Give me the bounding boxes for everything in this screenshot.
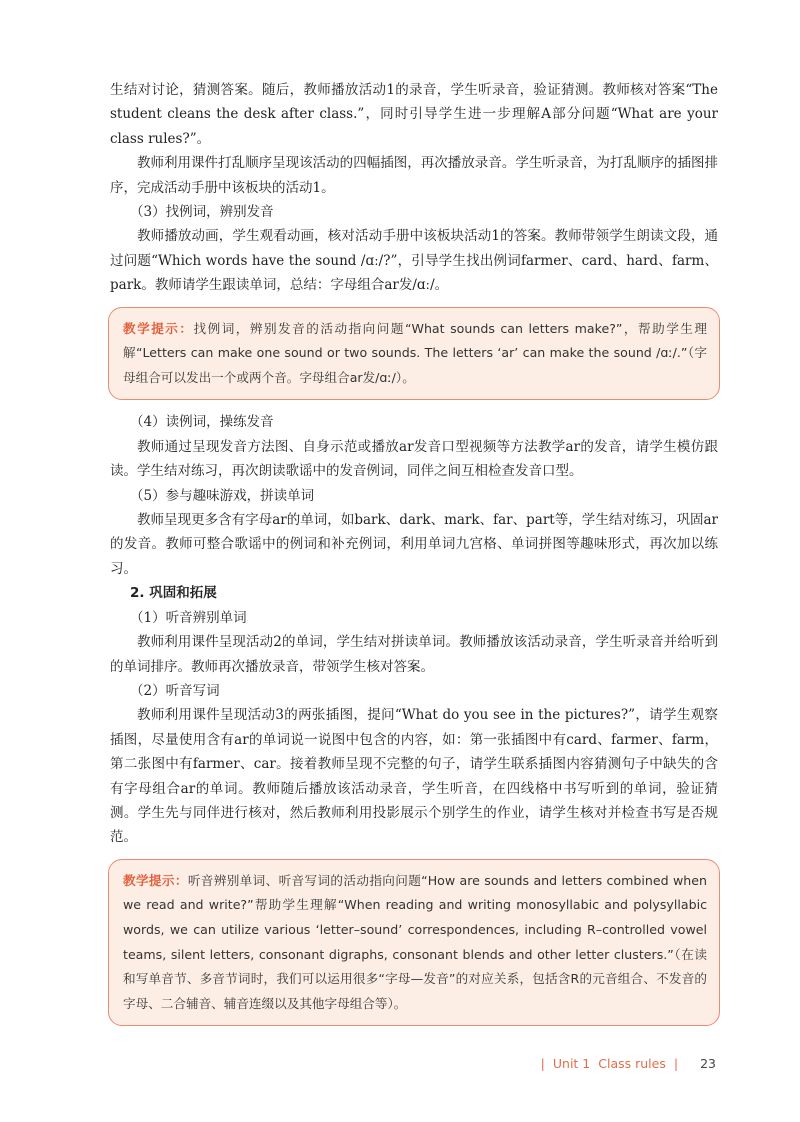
footer-divider: |: [673, 1056, 679, 1071]
page-footer: [541, 1056, 716, 1071]
subheading: （5）参与趣味游戏，拼读单词: [130, 487, 315, 504]
paragraph: 教师通过呈现发音方法图、自身示范或播放ar发音口型视频等方法教学ar的发音，请学生模仿跟读。学生结对练习，再次朗读歌谣中的发音例词，同伴之间互相检查发音口型。: [110, 438, 718, 480]
paragraph: 教师呈现更多含有字母ar的单词，如bark、dark、mark、far、part等，学生结对练习，巩固ar的发音。教师可整合歌谣中的例词和补充例词，利用单词九宫格、单词拼图等趣味形式，再次加以练习。: [110, 512, 718, 577]
teaching-tip: [123, 869, 707, 1017]
footer-divider: |: [540, 1056, 545, 1071]
teaching-tip-box: [108, 307, 720, 401]
paragraph: 生结对讨论，猜测答案。随后，教师播放活动1的录音，学生听录音，验证猜测。教师核对答案“The student cleans the desk after class.”，同时引导学生进一步理解A部分问题“What are your class rules?”。: [110, 82, 718, 147]
subheading: （1）听音辨别单词: [130, 609, 247, 626]
subheading: （3）找例词，辨别发音: [130, 204, 274, 221]
footer-title: Class rules: [598, 1056, 666, 1071]
page-number: 23: [700, 1056, 716, 1071]
tip-label: 教学提示：: [123, 320, 194, 336]
tip-text: 听音辨别单词、听音写词的活动指向问题“How are sounds and letters combined when we read and write?”帮助学生理解“When reading and writing monosyllabic and polysyllabic words, we can utilize various ‘letter–sound’ correspondences, including R–controlled vowel teams, silent letters, consonant digraphs, consonant blends and other letter clusters.”（在读和写单音节、多音节词时，我们可以运用很多“字母—发音”的对应关系，包括含R的元音组合、不发音的字母、二合辅音、辅音连缀以及其他字母组合等）。: [123, 872, 707, 1011]
subheading: （2）听音写词: [130, 682, 220, 699]
teaching-tip: [123, 317, 707, 391]
tip-text: 找例词，辨别发音的活动指向问题“What sounds can letters make?”，帮助学生理解“Letters can make one sound or two sounds. The letters ‘ar’ can make the sound /ɑː/.”（字母组合可以发出一个或两个音。字母组合ar发/ɑː/）。: [123, 320, 708, 385]
footer-unit: Unit 1: [552, 1056, 591, 1071]
tip-label: 教学提示：: [123, 872, 188, 888]
paragraph: 教师利用课件呈现活动2的单词，学生结对拼读单词。教师播放该活动录音，学生听录音并给听到的单词排序。教师再次播放录音，带领学生核对答案。: [110, 634, 718, 675]
teaching-tip-box: [108, 859, 720, 1027]
paragraph: 教师播放动画，学生观看动画，核对活动手册中该板块活动1的答案。教师带领学生朗读文段，通过问题“Which words have the sound /ɑː/?”，引导学生找出例词farmer、card、hard、farm、park。教师请学生跟读单词，总结：字母组合ar发/ɑː/。: [110, 228, 718, 294]
section-heading: 2. 巩固和拓展: [130, 585, 217, 602]
page-content: [110, 78, 718, 1036]
subheading: （4）读例词，操练发音: [130, 414, 274, 431]
paragraph: 教师利用课件呈现活动3的两张插图，提问“What do you see in the pictures?”，请学生观察插图，尽量使用含有ar的单词说一说图中包含的内容，如：第一张插图中有card、farmer、farm，第二张图中有farmer、car。接着教师呈现不完整的句子，请学生联系插图内容猜测句子中缺失的含有字母组合ar的单词。教师随后播放该活动录音，学生听音，在四线格中书写听到的单词，验证猜测。学生先与同伴进行核对，然后教师利用投影展示个别学生的作业，请学生核对并检查书写是否规范。: [110, 707, 718, 846]
paragraph: 教师利用课件打乱顺序呈现该活动的四幅插图，再次播放录音。学生听录音，为打乱顺序的插图排序，完成活动手册中该板块的活动1。: [110, 155, 718, 196]
